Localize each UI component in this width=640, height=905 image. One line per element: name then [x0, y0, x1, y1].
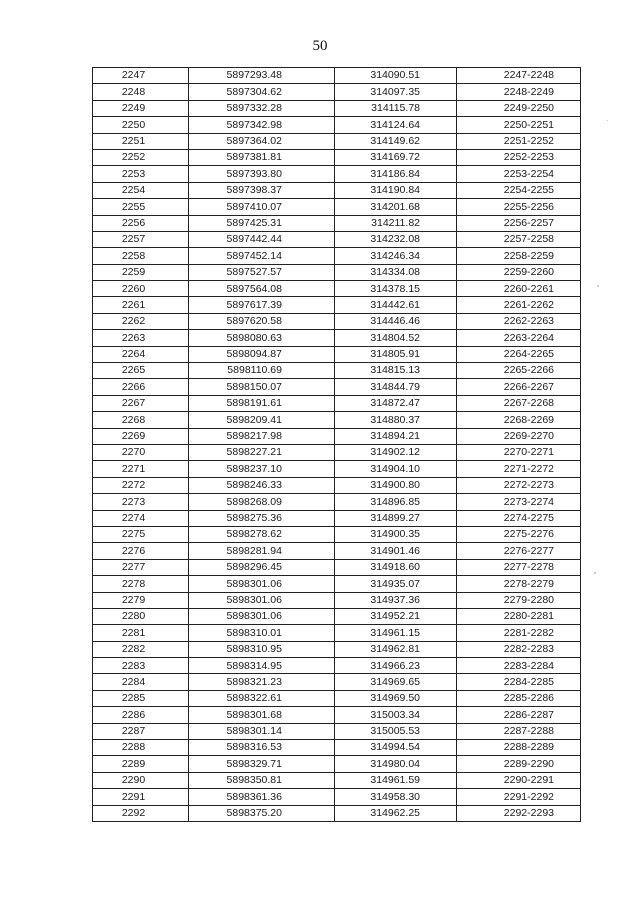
table-row — [93, 395, 581, 411]
cell-y-coordinate: 314124.64 — [335, 117, 457, 133]
cell-point-number: 2247 — [93, 68, 189, 84]
cell-point-number: 2291 — [93, 789, 189, 805]
table-row — [93, 231, 581, 247]
cell-point-number: 2252 — [93, 149, 189, 165]
cell-x-coordinate: 5897410.07 — [189, 199, 335, 215]
cell-segment: 2291-2292 — [457, 789, 581, 805]
cell-y-coordinate: 314902.12 — [335, 444, 457, 460]
cell-x-coordinate: 5898209.41 — [189, 412, 335, 428]
cell-x-coordinate: 5898237.10 — [189, 461, 335, 477]
table-row — [93, 363, 581, 379]
coordinates-table-body — [93, 68, 581, 822]
cell-x-coordinate: 5898217.98 — [189, 428, 335, 444]
table-row — [93, 412, 581, 428]
cell-point-number: 2265 — [93, 363, 189, 379]
cell-x-coordinate: 5897332.28 — [189, 100, 335, 116]
table-row — [93, 215, 581, 231]
table-row — [93, 461, 581, 477]
cell-point-number: 2279 — [93, 592, 189, 608]
cell-y-coordinate: 314805.91 — [335, 346, 457, 362]
cell-x-coordinate: 5898301.06 — [189, 608, 335, 624]
scan-speck — [597, 285, 599, 287]
cell-segment: 2252-2253 — [457, 149, 581, 165]
table-row — [93, 723, 581, 739]
cell-segment: 2280-2281 — [457, 608, 581, 624]
cell-y-coordinate: 314190.84 — [335, 182, 457, 198]
cell-segment: 2279-2280 — [457, 592, 581, 608]
cell-x-coordinate: 5898080.63 — [189, 330, 335, 346]
table-row — [93, 346, 581, 362]
cell-point-number: 2271 — [93, 461, 189, 477]
cell-x-coordinate: 5898375.20 — [189, 805, 335, 821]
cell-segment: 2250-2251 — [457, 117, 581, 133]
table-row — [93, 526, 581, 542]
cell-segment: 2284-2285 — [457, 674, 581, 690]
cell-y-coordinate: 314958.30 — [335, 789, 457, 805]
table-row — [93, 117, 581, 133]
cell-segment: 2286-2287 — [457, 707, 581, 723]
cell-y-coordinate: 314334.08 — [335, 264, 457, 280]
cell-x-coordinate: 5898296.45 — [189, 559, 335, 575]
cell-segment: 2268-2269 — [457, 412, 581, 428]
cell-y-coordinate: 314201.68 — [335, 199, 457, 215]
cell-y-coordinate: 315005.53 — [335, 723, 457, 739]
cell-point-number: 2280 — [93, 608, 189, 624]
cell-x-coordinate: 5898275.36 — [189, 510, 335, 526]
cell-y-coordinate: 314804.52 — [335, 330, 457, 346]
table-row — [93, 641, 581, 657]
cell-segment: 2290-2291 — [457, 772, 581, 788]
cell-point-number: 2258 — [93, 248, 189, 264]
cell-segment: 2264-2265 — [457, 346, 581, 362]
cell-segment: 2260-2261 — [457, 281, 581, 297]
cell-x-coordinate: 5898350.81 — [189, 772, 335, 788]
cell-point-number: 2257 — [93, 231, 189, 247]
cell-y-coordinate: 314872.47 — [335, 395, 457, 411]
cell-x-coordinate: 5898329.71 — [189, 756, 335, 772]
cell-segment: 2274-2275 — [457, 510, 581, 526]
cell-x-coordinate: 5898278.62 — [189, 526, 335, 542]
table-row — [93, 149, 581, 165]
cell-x-coordinate: 5898281.94 — [189, 543, 335, 559]
table-row — [93, 805, 581, 821]
cell-segment: 2271-2272 — [457, 461, 581, 477]
cell-segment: 2276-2277 — [457, 543, 581, 559]
cell-x-coordinate: 5898301.14 — [189, 723, 335, 739]
cell-segment: 2262-2263 — [457, 313, 581, 329]
cell-y-coordinate: 314961.59 — [335, 772, 457, 788]
cell-y-coordinate: 315003.34 — [335, 707, 457, 723]
table-row — [93, 313, 581, 329]
cell-segment: 2257-2258 — [457, 231, 581, 247]
table-row — [93, 690, 581, 706]
table-row — [93, 608, 581, 624]
page-number: 50 — [312, 38, 328, 54]
cell-y-coordinate: 314969.50 — [335, 690, 457, 706]
cell-x-coordinate: 5898301.06 — [189, 592, 335, 608]
cell-segment: 2285-2286 — [457, 690, 581, 706]
cell-x-coordinate: 5898310.95 — [189, 641, 335, 657]
cell-y-coordinate: 314937.36 — [335, 592, 457, 608]
cell-x-coordinate: 5898301.68 — [189, 707, 335, 723]
cell-point-number: 2272 — [93, 477, 189, 493]
cell-y-coordinate: 314961.15 — [335, 625, 457, 641]
cell-segment: 2267-2268 — [457, 395, 581, 411]
cell-x-coordinate: 5898150.07 — [189, 379, 335, 395]
table-row — [93, 166, 581, 182]
table-row — [93, 297, 581, 313]
cell-y-coordinate: 314232.08 — [335, 231, 457, 247]
cell-y-coordinate: 314446.46 — [335, 313, 457, 329]
cell-point-number: 2266 — [93, 379, 189, 395]
cell-y-coordinate: 314900.35 — [335, 526, 457, 542]
cell-point-number: 2260 — [93, 281, 189, 297]
cell-x-coordinate: 5897527.57 — [189, 264, 335, 280]
table-row — [93, 68, 581, 84]
cell-point-number: 2273 — [93, 494, 189, 510]
table-row — [93, 592, 581, 608]
cell-x-coordinate: 5898094.87 — [189, 346, 335, 362]
cell-point-number: 2250 — [93, 117, 189, 133]
cell-y-coordinate: 314880.37 — [335, 412, 457, 428]
cell-point-number: 2263 — [93, 330, 189, 346]
table-row — [93, 477, 581, 493]
cell-x-coordinate: 5897398.37 — [189, 182, 335, 198]
coordinates-table — [92, 67, 581, 822]
cell-point-number: 2248 — [93, 84, 189, 100]
table-row — [93, 100, 581, 116]
cell-point-number: 2269 — [93, 428, 189, 444]
cell-y-coordinate: 314969.65 — [335, 674, 457, 690]
table-row — [93, 428, 581, 444]
cell-y-coordinate: 314980.04 — [335, 756, 457, 772]
cell-segment: 2247-2248 — [457, 68, 581, 84]
cell-segment: 2259-2260 — [457, 264, 581, 280]
cell-y-coordinate: 314896.85 — [335, 494, 457, 510]
cell-point-number: 2285 — [93, 690, 189, 706]
cell-y-coordinate: 314899.27 — [335, 510, 457, 526]
cell-segment: 2273-2274 — [457, 494, 581, 510]
table-row — [93, 264, 581, 280]
table-row — [93, 658, 581, 674]
table-row — [93, 494, 581, 510]
cell-segment: 2277-2278 — [457, 559, 581, 575]
cell-y-coordinate: 314918.60 — [335, 559, 457, 575]
cell-segment: 2258-2259 — [457, 248, 581, 264]
cell-x-coordinate: 5897393.80 — [189, 166, 335, 182]
cell-x-coordinate: 5897381.81 — [189, 149, 335, 165]
cell-point-number: 2256 — [93, 215, 189, 231]
cell-y-coordinate: 314090.51 — [335, 68, 457, 84]
cell-y-coordinate: 314246.34 — [335, 248, 457, 264]
cell-y-coordinate: 314901.46 — [335, 543, 457, 559]
cell-y-coordinate: 314211.82 — [335, 215, 457, 231]
cell-segment: 2263-2264 — [457, 330, 581, 346]
cell-point-number: 2254 — [93, 182, 189, 198]
cell-y-coordinate: 314115.78 — [335, 100, 457, 116]
table-row — [93, 772, 581, 788]
cell-segment: 2281-2282 — [457, 625, 581, 641]
cell-point-number: 2274 — [93, 510, 189, 526]
cell-point-number: 2284 — [93, 674, 189, 690]
cell-x-coordinate: 5898246.33 — [189, 477, 335, 493]
cell-x-coordinate: 5898314.95 — [189, 658, 335, 674]
cell-y-coordinate: 314378.15 — [335, 281, 457, 297]
table-row — [93, 199, 581, 215]
cell-point-number: 2278 — [93, 576, 189, 592]
cell-x-coordinate: 5897293.48 — [189, 68, 335, 84]
cell-segment: 2265-2266 — [457, 363, 581, 379]
cell-y-coordinate: 314894.21 — [335, 428, 457, 444]
cell-y-coordinate: 314169.72 — [335, 149, 457, 165]
cell-x-coordinate: 5898268.09 — [189, 494, 335, 510]
cell-point-number: 2290 — [93, 772, 189, 788]
cell-point-number: 2249 — [93, 100, 189, 116]
cell-x-coordinate: 5897304.62 — [189, 84, 335, 100]
cell-y-coordinate: 314442.61 — [335, 297, 457, 313]
cell-segment: 2249-2250 — [457, 100, 581, 116]
cell-segment: 2287-2288 — [457, 723, 581, 739]
table-row — [93, 510, 581, 526]
cell-x-coordinate: 5898361.36 — [189, 789, 335, 805]
cell-segment: 2275-2276 — [457, 526, 581, 542]
cell-segment: 2278-2279 — [457, 576, 581, 592]
cell-point-number: 2261 — [93, 297, 189, 313]
cell-y-coordinate: 314900.80 — [335, 477, 457, 493]
cell-x-coordinate: 5897425.31 — [189, 215, 335, 231]
cell-segment: 2256-2257 — [457, 215, 581, 231]
table-row — [93, 248, 581, 264]
cell-segment: 2288-2289 — [457, 740, 581, 756]
cell-point-number: 2288 — [93, 740, 189, 756]
cell-segment: 2261-2262 — [457, 297, 581, 313]
cell-segment: 2282-2283 — [457, 641, 581, 657]
table-row — [93, 444, 581, 460]
cell-point-number: 2264 — [93, 346, 189, 362]
cell-x-coordinate: 5898316.53 — [189, 740, 335, 756]
cell-point-number: 2286 — [93, 707, 189, 723]
table-row — [93, 281, 581, 297]
scan-speck — [607, 120, 608, 121]
table-row — [93, 84, 581, 100]
cell-y-coordinate: 314815.13 — [335, 363, 457, 379]
cell-point-number: 2281 — [93, 625, 189, 641]
table-row — [93, 625, 581, 641]
cell-x-coordinate: 5897452.14 — [189, 248, 335, 264]
cell-segment: 2272-2273 — [457, 477, 581, 493]
cell-point-number: 2287 — [93, 723, 189, 739]
cell-segment: 2251-2252 — [457, 133, 581, 149]
cell-point-number: 2275 — [93, 526, 189, 542]
table-row — [93, 707, 581, 723]
cell-y-coordinate: 314149.62 — [335, 133, 457, 149]
cell-point-number: 2289 — [93, 756, 189, 772]
cell-segment: 2254-2255 — [457, 182, 581, 198]
table-row — [93, 576, 581, 592]
scan-speck — [594, 572, 596, 574]
table-row — [93, 559, 581, 575]
cell-x-coordinate: 5897620.58 — [189, 313, 335, 329]
cell-point-number: 2251 — [93, 133, 189, 149]
table-row — [93, 330, 581, 346]
table-row — [93, 133, 581, 149]
cell-y-coordinate: 314186.84 — [335, 166, 457, 182]
cell-segment: 2283-2284 — [457, 658, 581, 674]
cell-segment: 2248-2249 — [457, 84, 581, 100]
cell-y-coordinate: 314904.10 — [335, 461, 457, 477]
cell-y-coordinate: 314966.23 — [335, 658, 457, 674]
cell-segment: 2253-2254 — [457, 166, 581, 182]
cell-point-number: 2277 — [93, 559, 189, 575]
cell-x-coordinate: 5898321.23 — [189, 674, 335, 690]
cell-point-number: 2282 — [93, 641, 189, 657]
cell-point-number: 2255 — [93, 199, 189, 215]
cell-segment: 2292-2293 — [457, 805, 581, 821]
cell-x-coordinate: 5898322.61 — [189, 690, 335, 706]
cell-segment: 2270-2271 — [457, 444, 581, 460]
cell-point-number: 2253 — [93, 166, 189, 182]
cell-x-coordinate: 5897342.98 — [189, 117, 335, 133]
cell-x-coordinate: 5897364.02 — [189, 133, 335, 149]
cell-y-coordinate: 314962.81 — [335, 641, 457, 657]
cell-x-coordinate: 5898227.21 — [189, 444, 335, 460]
table-row — [93, 182, 581, 198]
cell-x-coordinate: 5897617.39 — [189, 297, 335, 313]
cell-point-number: 2283 — [93, 658, 189, 674]
cell-x-coordinate: 5898301.06 — [189, 576, 335, 592]
cell-point-number: 2292 — [93, 805, 189, 821]
cell-y-coordinate: 314935.07 — [335, 576, 457, 592]
cell-point-number: 2268 — [93, 412, 189, 428]
table-row — [93, 674, 581, 690]
cell-segment: 2255-2256 — [457, 199, 581, 215]
cell-point-number: 2270 — [93, 444, 189, 460]
table-row — [93, 379, 581, 395]
cell-x-coordinate: 5898310.01 — [189, 625, 335, 641]
cell-y-coordinate: 314097.35 — [335, 84, 457, 100]
cell-segment: 2269-2270 — [457, 428, 581, 444]
table-row — [93, 789, 581, 805]
cell-segment: 2266-2267 — [457, 379, 581, 395]
cell-point-number: 2267 — [93, 395, 189, 411]
cell-point-number: 2262 — [93, 313, 189, 329]
cell-y-coordinate: 314844.79 — [335, 379, 457, 395]
cell-point-number: 2259 — [93, 264, 189, 280]
cell-point-number: 2276 — [93, 543, 189, 559]
table-row — [93, 740, 581, 756]
cell-y-coordinate: 314962.25 — [335, 805, 457, 821]
cell-x-coordinate: 5898191.61 — [189, 395, 335, 411]
table-row — [93, 543, 581, 559]
cell-x-coordinate: 5897564.08 — [189, 281, 335, 297]
cell-y-coordinate: 314952.21 — [335, 608, 457, 624]
table-row — [93, 756, 581, 772]
cell-segment: 2289-2290 — [457, 756, 581, 772]
cell-x-coordinate: 5898110.69 — [189, 363, 335, 379]
cell-x-coordinate: 5897442.44 — [189, 231, 335, 247]
cell-y-coordinate: 314994.54 — [335, 740, 457, 756]
